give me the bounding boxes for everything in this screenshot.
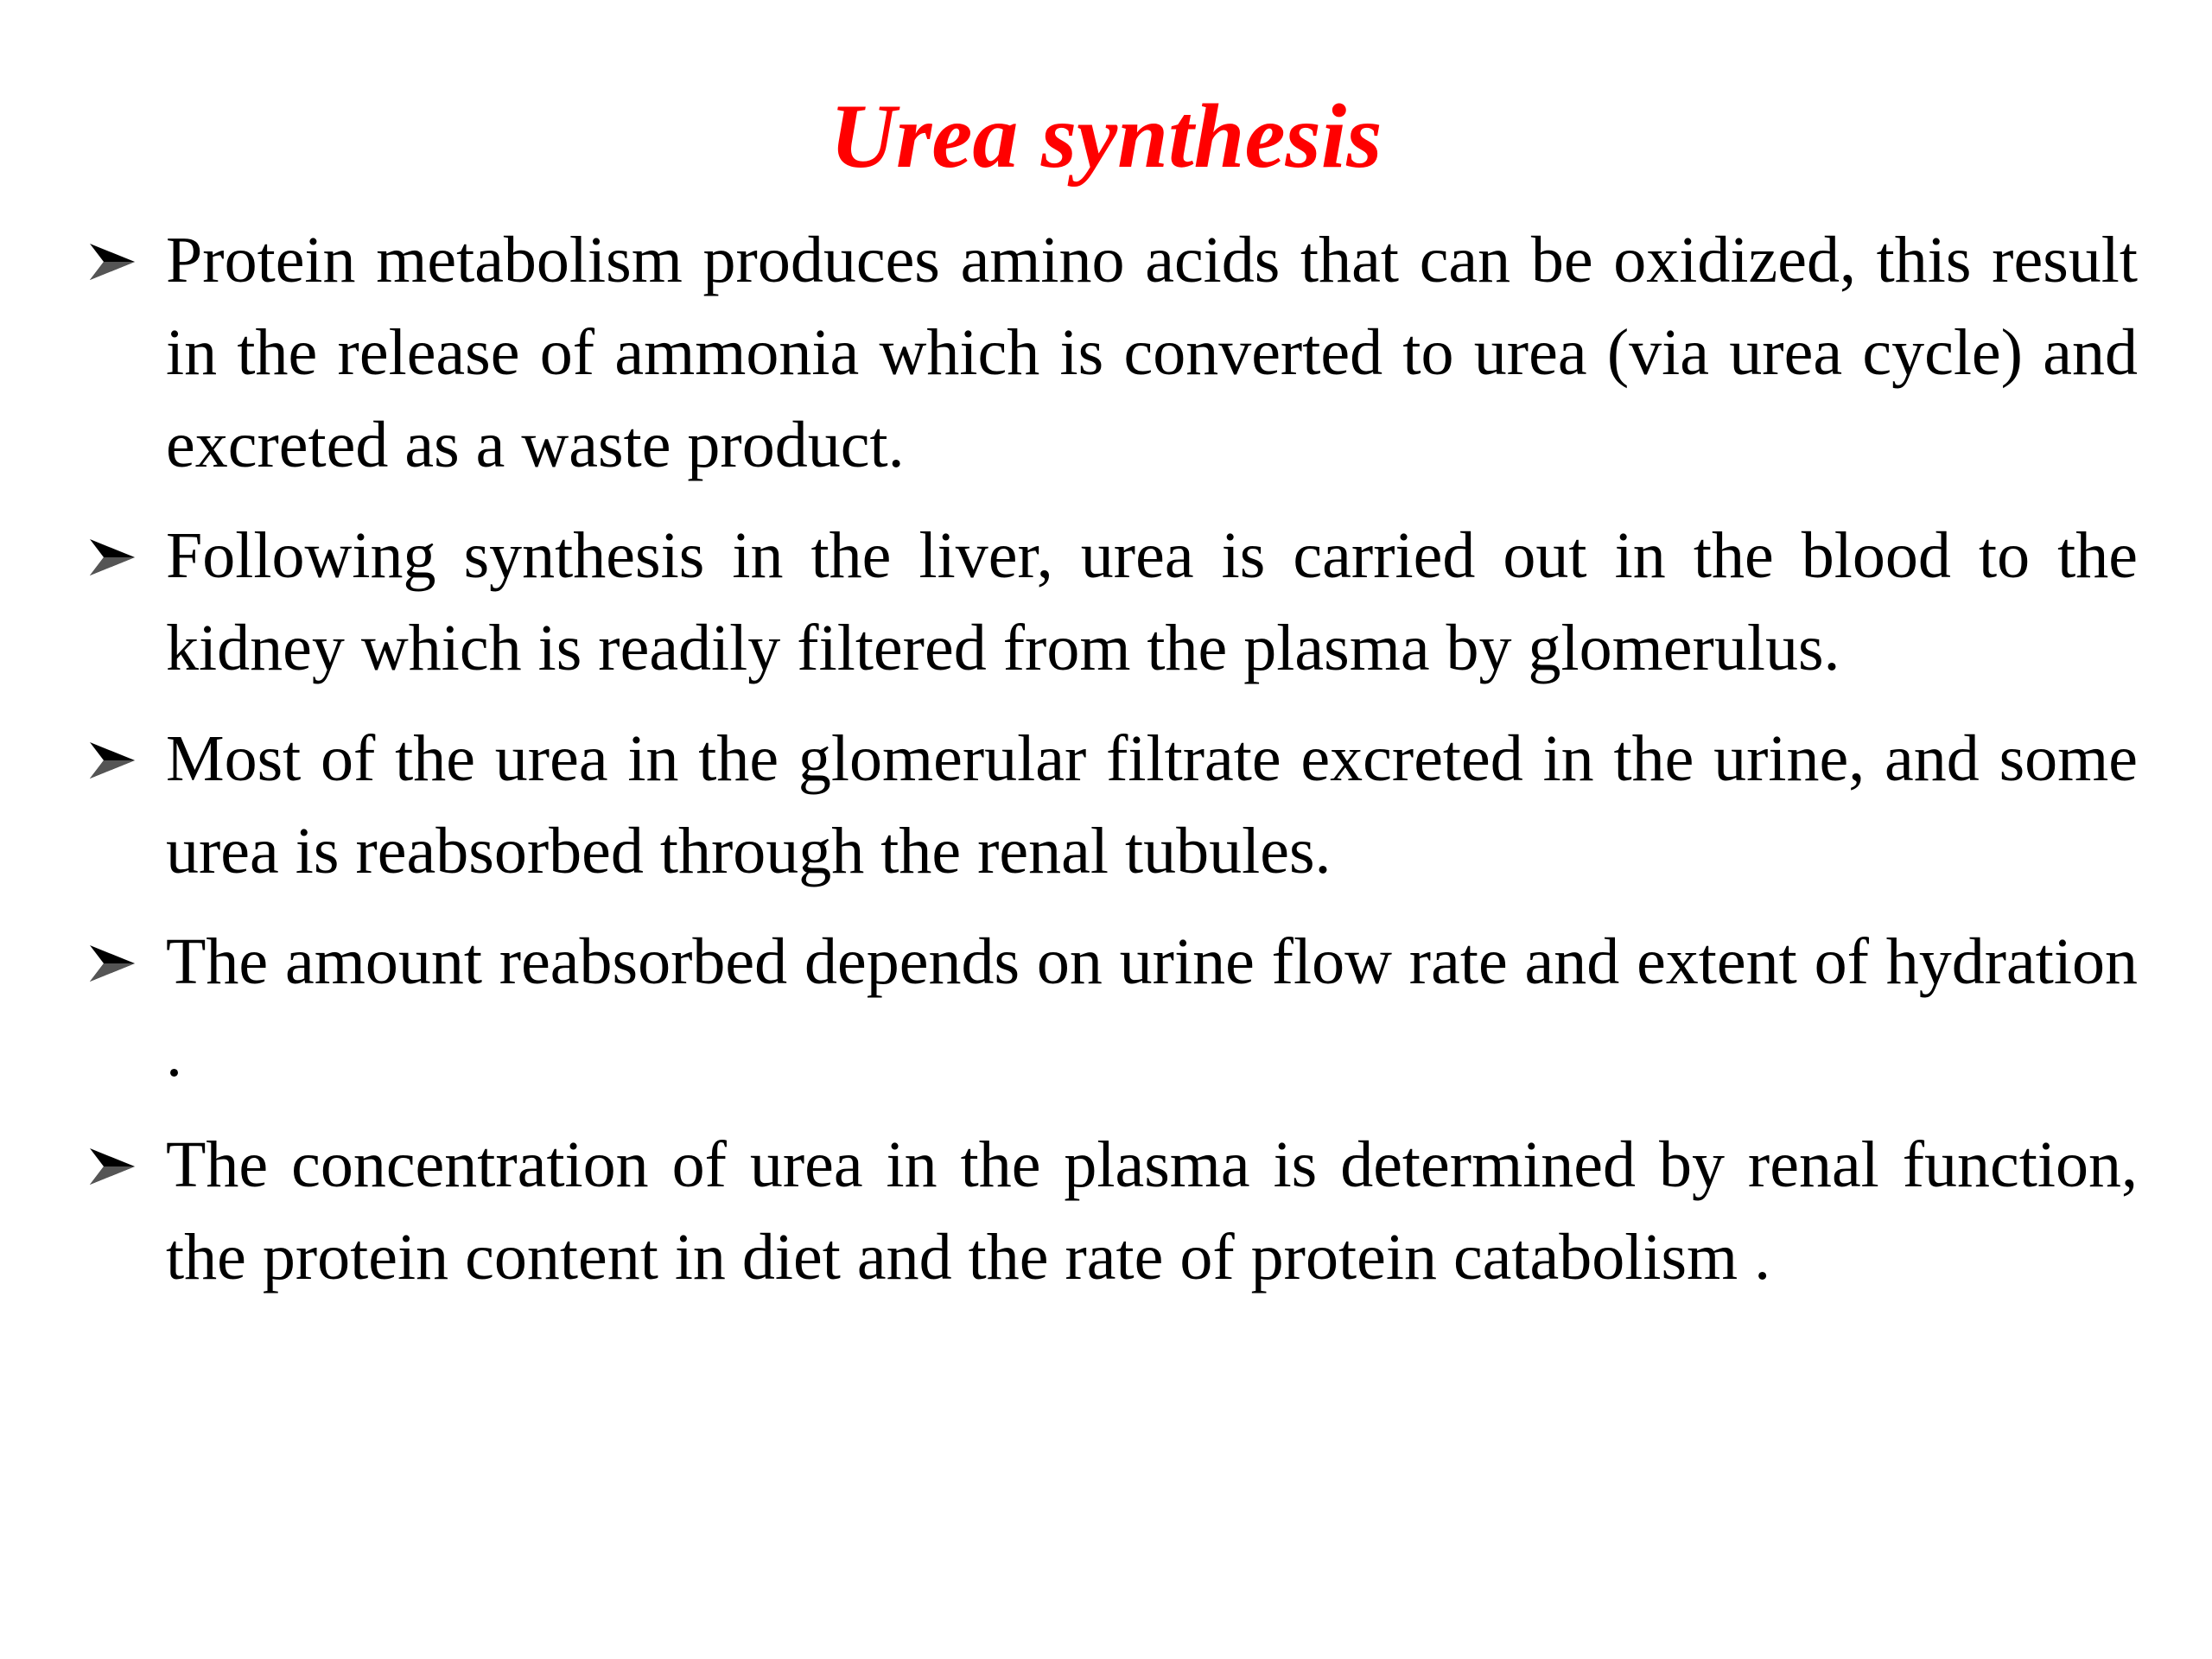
arrowhead-bullet-icon xyxy=(88,942,137,985)
arrowhead-bullet-icon xyxy=(88,739,137,782)
bullet-item xyxy=(81,510,2138,695)
bullet-text: Following synthesis in the liver, urea is carried out in the blood to the kidney which is readily filtered from the plasma by glomerulus. xyxy=(166,519,2138,684)
bullet-item xyxy=(81,713,2138,898)
bullet-text: The concentration of urea in the plasma is determined by renal function, the protein content in diet and the rate of protein catabolism . xyxy=(166,1128,2138,1294)
bullet-item xyxy=(81,214,2138,492)
bullet-item xyxy=(81,1119,2138,1304)
bullet-text: Protein metabolism produces amino acids that can be oxidized, this result in the release of ammonia which is converted to urea (via urea cycle) and excreted as a waste product. xyxy=(166,224,2138,481)
bullet-text: Most of the urea in the glomerular filtrate excreted in the urine, and some urea is reabsorbed through the renal tubules. xyxy=(166,722,2138,887)
arrowhead-bullet-icon xyxy=(88,240,137,283)
bullet-text: The amount reabsorbed depends on urine flow rate and extent of hydration . xyxy=(166,925,2138,1090)
bullet-list xyxy=(81,214,2138,1322)
arrowhead-bullet-icon xyxy=(88,536,137,579)
bullet-item xyxy=(81,916,2138,1101)
arrowhead-bullet-icon xyxy=(88,1145,137,1188)
slide-title: Urea synthesis xyxy=(830,86,1382,187)
